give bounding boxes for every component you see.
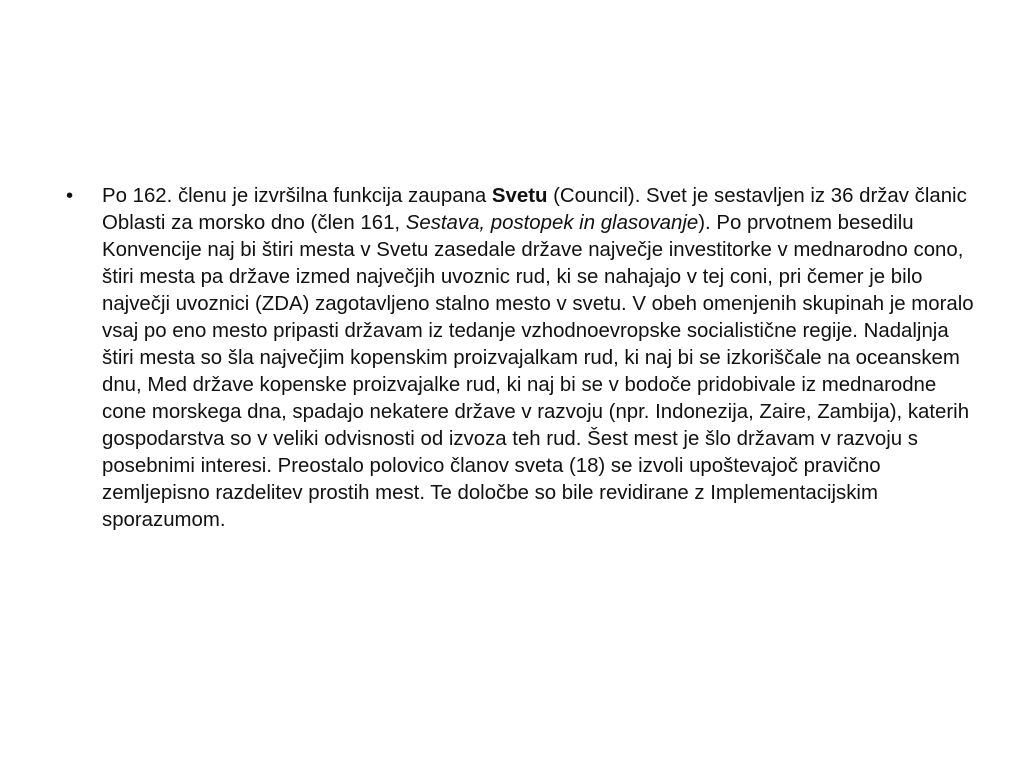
paragraph-text-2: (Council). Svet je sestavljen iz 36 držav članic Oblasti za morsko dno (člen 161, — [102, 185, 967, 234]
slide-body — [66, 183, 976, 534]
paragraph-text-3: ). Po prvotnem besedilu Konvencije naj bi štiri mesta v Svetu zasedale države največje investitorke v mednarodno cono, štiri mesta pa države izmed največjih uvoznic rud, ki se nahajajo v tej coni, pri čemer je bilo največji uvoznici (ZDA) zagotavljeno stalno mesto v svetu. V obeh omenjenih skupinah je moralo vsaj po eno mesto pripasti državam iz tedanje vzhodnoevropske socialistične regije. Nadaljnja štiri mesta so šla največjim kopenskim proizvajalkam rud, ki naj bi se izkoriščale na oceanskem dnu, Med države kopenske proizvajalke rud, ki naj bi se v bodoče pridobivale iz mednarodne cone morskega dna, spadajo nekatere države v razvoju (npr. Indonezija, Zaire, Zambija), katerih gospodarstva so v veliki odvisnosti od izvoza teh rud. Šest mest je šlo državam v razvoju s posebnimi interesi. Preostalo polovico članov sveta (18) se izvoli upoštevajoč pravično zemljepisno razdelitev prostih mest. Te določbe so bile revidirane z Implementacijskim sporazumom. — [102, 212, 974, 531]
bullet-paragraph — [102, 183, 976, 534]
italic-term-article-title: Sestava, postopek in glasovanje — [405, 212, 699, 234]
bold-term-svetu: Svetu — [491, 185, 548, 207]
bullet-icon: • — [66, 185, 74, 207]
paragraph-text-1: Po 162. členu je izvršilna funkcija zaupana — [102, 185, 492, 207]
bullet-item — [66, 183, 976, 534]
